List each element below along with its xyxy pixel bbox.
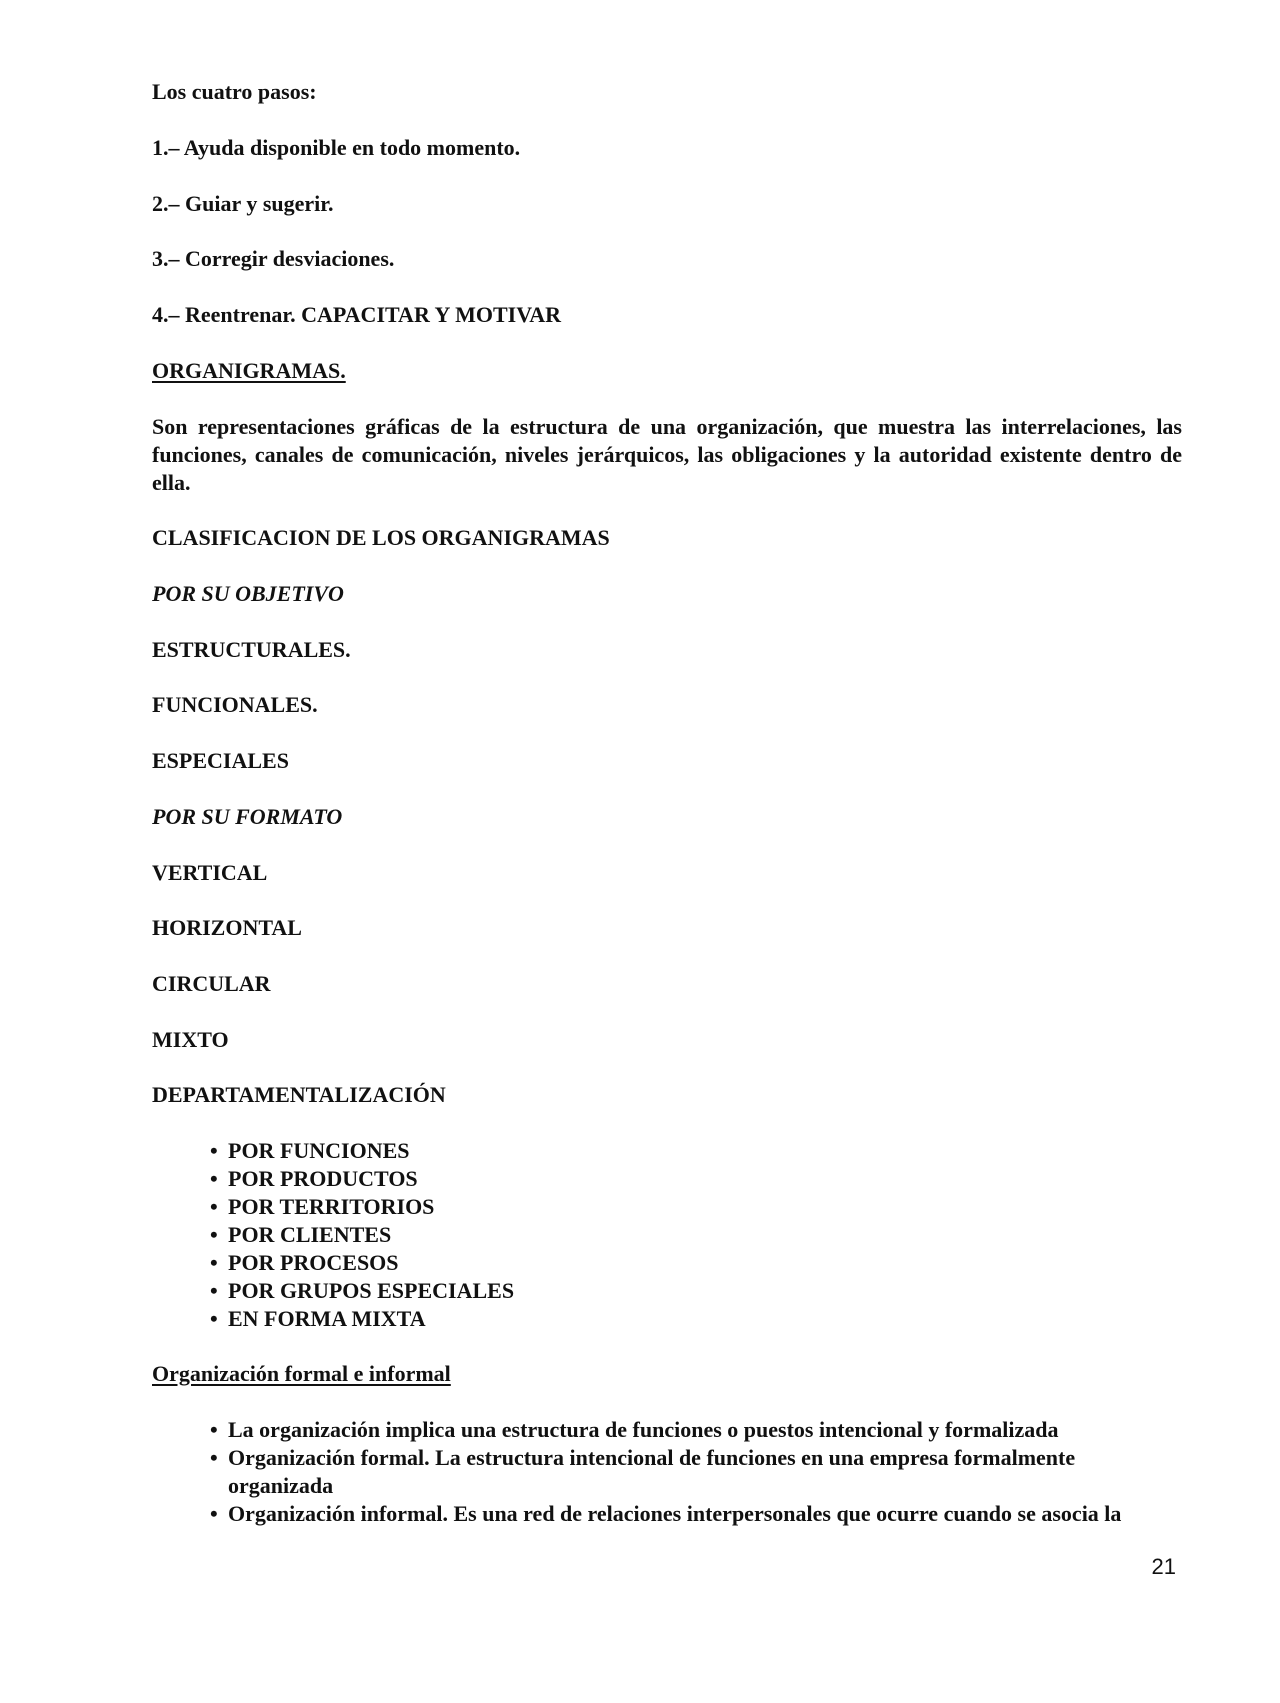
bullet-icon: • xyxy=(210,1250,218,1275)
list-item: • POR FUNCIONES xyxy=(210,1138,410,1163)
list-item: • POR CLIENTES xyxy=(210,1222,392,1247)
list-item: • POR PRODUCTOS xyxy=(210,1166,418,1191)
bullet-icon: • xyxy=(210,1194,218,1219)
objetivo-item: FUNCIONALES. xyxy=(152,692,318,717)
list-item: • EN FORMA MIXTA xyxy=(210,1306,426,1331)
bullet-icon: • xyxy=(210,1166,218,1191)
objetivo-heading: POR SU OBJETIVO xyxy=(152,581,344,606)
bullet-icon: • xyxy=(210,1417,218,1442)
list-item: • Organización informal. Es una red de relaciones interpersonales que ocurre cuando se asocia la xyxy=(210,1501,1122,1526)
formato-item: HORIZONTAL xyxy=(152,915,302,940)
list-item: • POR GRUPOS ESPECIALES xyxy=(210,1278,515,1303)
bullet-icon: • xyxy=(210,1222,218,1247)
step-item: 4.– Reentrenar. CAPACITAR Y MOTIVAR xyxy=(152,302,562,327)
departamentalizacion-list xyxy=(210,1137,514,1333)
formato-item: CIRCULAR xyxy=(152,971,271,996)
organigramas-heading: ORGANIGRAMAS. xyxy=(152,358,346,383)
bullet-icon: • xyxy=(210,1445,218,1470)
objetivo-item: ESTRUCTURALES. xyxy=(152,637,351,662)
organizacion-heading: Organización formal e informal xyxy=(152,1361,451,1386)
formato-heading: POR SU FORMATO xyxy=(152,804,343,829)
departamentalizacion-heading: DEPARTAMENTALIZACIÓN xyxy=(152,1082,446,1107)
organigramas-paragraph: Son representaciones gráficas de la estructura de una organización, que muestra las interrelaciones, las funciones, canales de comunicación, niveles jerárquicos, las obligaciones y la autoridad existente dentro de ella. xyxy=(152,414,1182,495)
bullet-icon: • xyxy=(210,1501,218,1526)
organizacion-list xyxy=(210,1416,1185,1528)
list-item: • POR PROCESOS xyxy=(210,1250,399,1275)
bullet-icon: • xyxy=(210,1138,218,1163)
formato-item: VERTICAL xyxy=(152,860,268,885)
objetivo-item: ESPECIALES xyxy=(152,748,289,773)
page-number: 21 xyxy=(1151,1554,1176,1579)
bullet-icon: • xyxy=(210,1278,218,1303)
step-item: 1.– Ayuda disponible en todo momento. xyxy=(152,135,521,160)
step-item: 3.– Corregir desviaciones. xyxy=(152,246,395,271)
steps-heading: Los cuatro pasos: xyxy=(152,79,317,104)
bullet-icon: • xyxy=(210,1306,218,1331)
formato-item: MIXTO xyxy=(152,1027,229,1052)
step-item: 2.– Guiar y sugerir. xyxy=(152,191,334,216)
list-item: • Organización formal. La estructura intencional de funciones en una empresa formalmente organizada xyxy=(210,1445,1076,1498)
list-item: • POR TERRITORIOS xyxy=(210,1194,435,1219)
clasificacion-heading: CLASIFICACION DE LOS ORGANIGRAMAS xyxy=(152,525,610,550)
list-item: • La organización implica una estructura de funciones o puestos intencional y formalizada xyxy=(210,1417,1059,1442)
